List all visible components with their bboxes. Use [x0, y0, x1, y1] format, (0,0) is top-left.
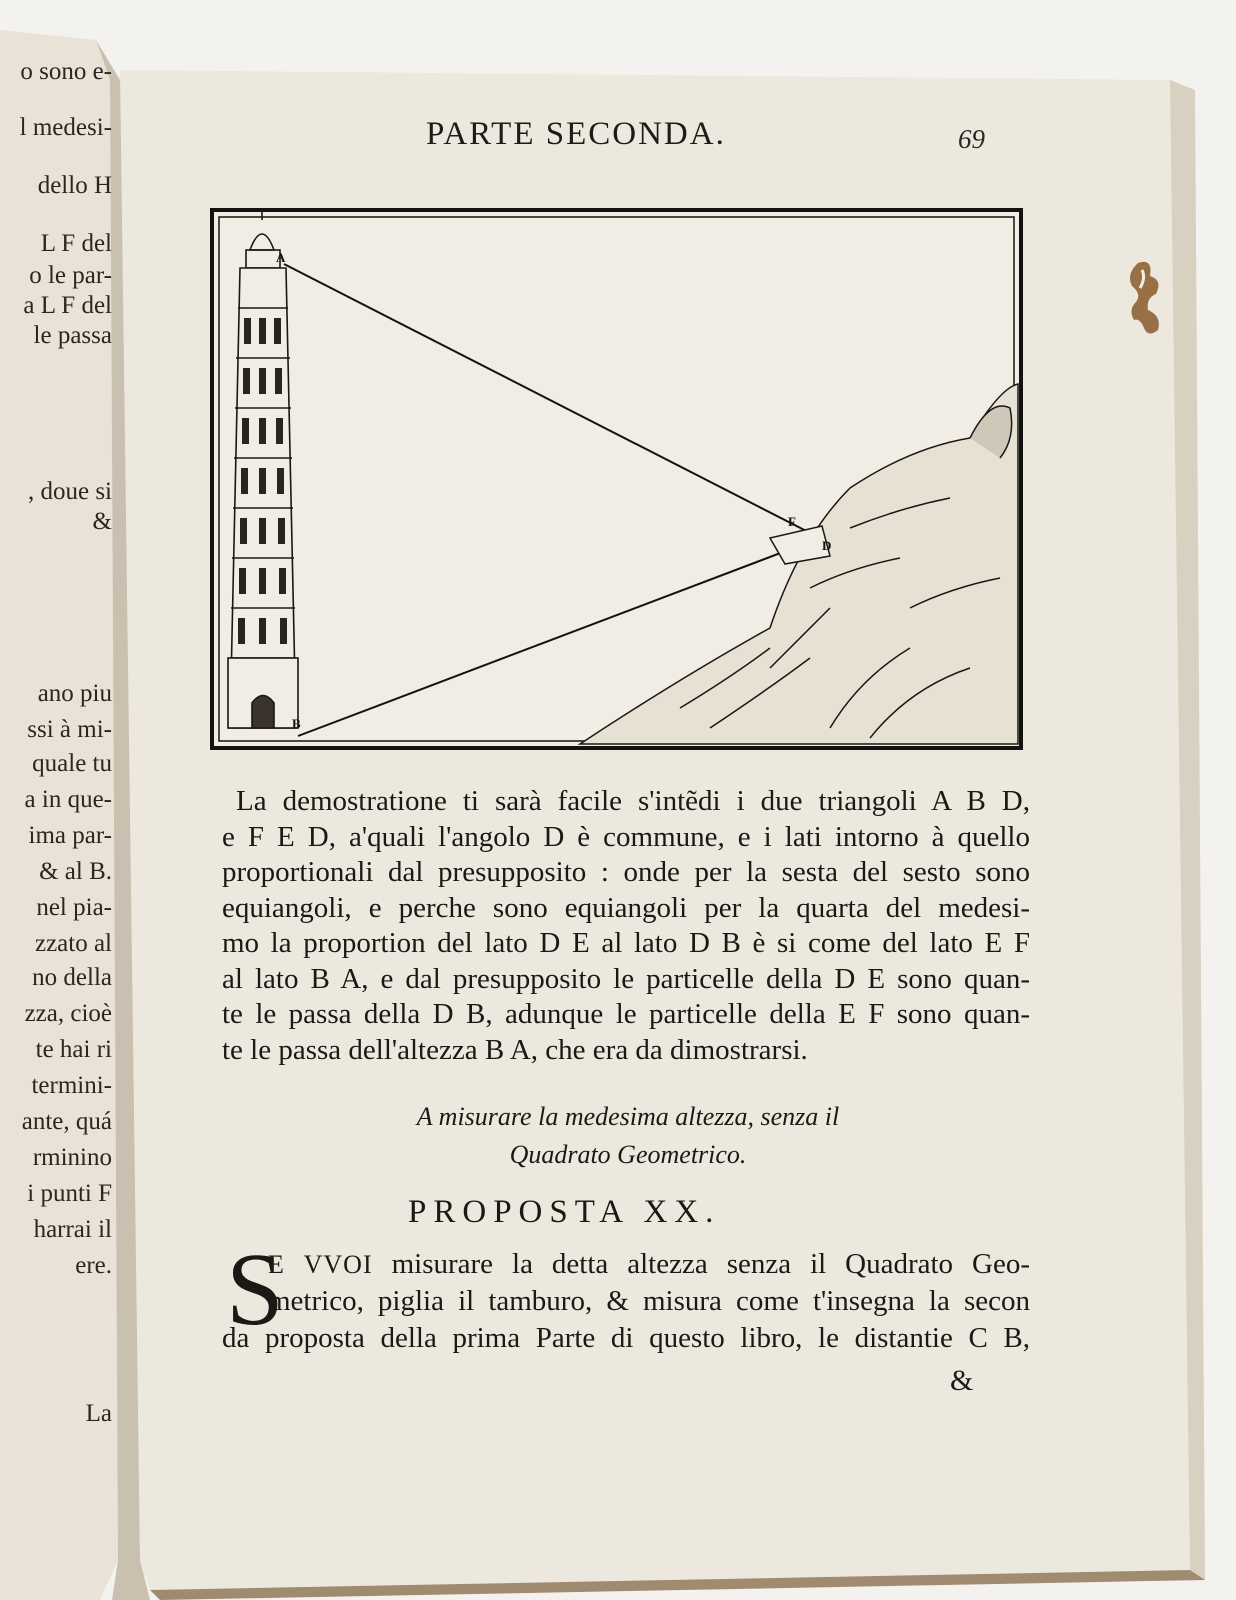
- book-page: [108, 78, 1180, 1578]
- drop-cap: S: [226, 1232, 284, 1347]
- previous-page-line: no della: [32, 964, 112, 991]
- proposition-paragraph: [222, 1246, 1030, 1357]
- previous-page-line: i punti F: [27, 1180, 112, 1207]
- proposition-line-text: da proposta della prima Parte di questo libro, le distantie C B,: [222, 1322, 1030, 1354]
- demonstration-line: al lato B A, e dal presupposito le particelle della D E sono quan-: [222, 962, 1030, 995]
- section-subheading: [358, 1098, 898, 1174]
- previous-page-line: &: [92, 508, 112, 535]
- previous-page-line: ano piu: [37, 680, 112, 707]
- demonstration-line: e F E D, a'quali l'angolo D è commune, e i lati intorno à quello: [222, 820, 1030, 853]
- demonstration-paragraph: [222, 784, 1030, 1068]
- previous-page-line: ima par-: [28, 822, 112, 849]
- label-d: D: [822, 538, 832, 553]
- previous-page-edge: [0, 0, 112, 1600]
- previous-page-line: dello H: [37, 172, 112, 199]
- proposition-line: [222, 1283, 1030, 1320]
- previous-page-line: o le par-: [29, 262, 112, 289]
- previous-page-line: o sono e-: [20, 58, 112, 85]
- previous-page-line: ante, quá: [21, 1108, 112, 1135]
- demonstration-line: te le passa dell'altezza B A, che era da dimostrarsi.: [222, 1033, 808, 1066]
- previous-page-line: harrai il: [33, 1216, 112, 1243]
- label-f: F: [788, 514, 796, 529]
- page-number: 69: [958, 124, 985, 154]
- demonstration-line: proportionali dal presupposito : onde per la sesta del sesto sono: [222, 856, 1030, 888]
- proposition-line-text: misurare la detta altezza senza il Quadrato Geo-: [372, 1248, 1030, 1280]
- demonstration-line: mo la proportion del lato D E al lato D B è si come del lato E F: [222, 927, 1030, 959]
- previous-page-line: zzato al: [34, 930, 112, 957]
- previous-page-line: le passa: [33, 322, 112, 349]
- previous-page-line: L F del: [40, 230, 112, 257]
- demonstration-line: La demostratione ti sarà facile s'intẽdi i due triangoli A B D,: [236, 785, 1030, 817]
- catchword: &: [950, 1364, 974, 1397]
- previous-page-line: a in que-: [24, 786, 112, 813]
- subheading-line-2: Quadrato Geometrico.: [509, 1140, 747, 1169]
- subheading-line-1: A misurare la medesima altezza, senza il: [416, 1102, 840, 1131]
- proposition-line: [222, 1246, 1030, 1283]
- proposition-line: [222, 1320, 1030, 1357]
- label-a: A: [276, 250, 286, 265]
- demonstration-line: te le passa della D B, adunque le particelle della E F sono quan-: [222, 998, 1030, 1030]
- previous-page-line: quale tu: [32, 750, 112, 777]
- previous-page-line: l medesi-: [19, 114, 112, 141]
- previous-page-line: , doue si: [27, 478, 112, 505]
- label-b: B: [292, 716, 301, 731]
- paper-stain: [1118, 258, 1178, 348]
- running-head: PARTE SECONDA.: [426, 116, 726, 152]
- previous-page-line: & al B.: [39, 858, 112, 885]
- demonstration-line: equiangoli, e perche sono equiangoli per la quarta del medesi-: [222, 891, 1030, 924]
- previous-page-line: ssi à mi-: [27, 716, 112, 743]
- previous-page-line: ere.: [75, 1252, 112, 1279]
- proposition-title: PROPOSTA XX.: [408, 1194, 721, 1230]
- woodcut-illustration: [210, 208, 1023, 750]
- previous-page-line: La: [85, 1400, 112, 1427]
- previous-page-line: termini-: [31, 1072, 112, 1099]
- proposition-line-text: metrico, piglia il tamburo, & misura come t'insegna la secon: [268, 1285, 1030, 1317]
- proposition-lead: E VVOI: [268, 1250, 373, 1279]
- previous-page-line: nel pia-: [36, 894, 112, 921]
- previous-page-line: a L F del: [23, 292, 112, 319]
- previous-page-line: rminino: [32, 1144, 112, 1171]
- previous-page-line: zza, cioè: [24, 1000, 112, 1027]
- previous-page-line: te hai ri: [35, 1036, 112, 1063]
